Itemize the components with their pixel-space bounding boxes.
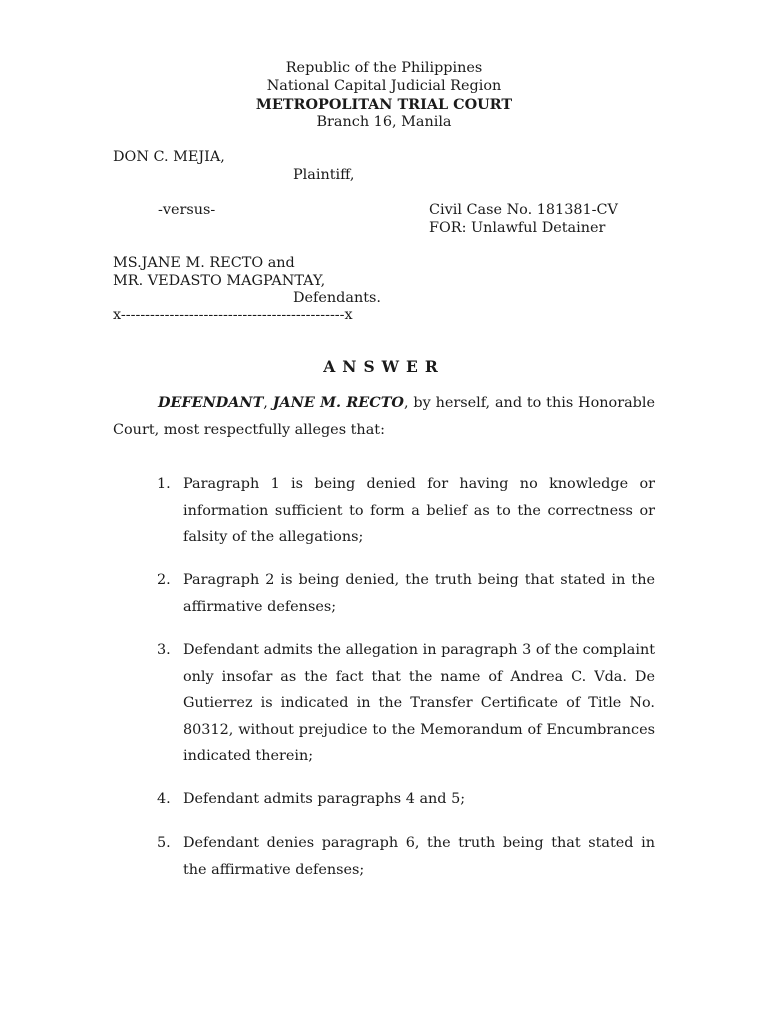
defendant-role: Defendants.	[293, 290, 381, 306]
item-text: Paragraph 2 is being denied, the truth being that stated in the affirmative defenses;	[183, 572, 655, 615]
item-number: 1.	[157, 476, 171, 492]
item-number: 3.	[157, 642, 171, 658]
intro-comma: ,	[263, 395, 273, 411]
intro-prefix: DEFENDANT	[158, 394, 264, 411]
item-number: 2.	[157, 572, 171, 588]
intro-paragraph	[113, 390, 655, 443]
defendant-2: MR. VEDASTO MAGPANTAY,	[113, 273, 326, 289]
versus-label: -versus-	[158, 202, 216, 218]
header-court: METROPOLITAN TRIAL COURT	[255, 96, 513, 113]
item-text: Defendant admits paragraphs 4 and 5;	[183, 791, 466, 807]
item-text: Defendant denies paragraph 6, the truth being that stated in the affirmative defenses;	[183, 835, 655, 878]
plaintiff-name: DON C. MEJIA,	[113, 149, 225, 165]
item-number: 4.	[157, 791, 171, 807]
case-nature: FOR: Unlawful Detainer	[429, 220, 606, 236]
item-text: Paragraph 1 is being denied for having no knowledge or information sufficient to form a belief as to the correctness or falsity of the allegations;	[183, 476, 655, 545]
header-region: National Capital Judicial Region	[266, 78, 502, 94]
item-text: Defendant admits the allegation in paragraph 3 of the complaint only insofar as the fact that the name of Andrea C. Vda. De Gutierrez is indicated in the Transfer Certificate of Title No. 80312, without prejudice to the Memorandum of Encumbrances indicated therein;	[183, 642, 655, 764]
plaintiff-role: Plaintiff,	[293, 167, 355, 183]
defendant-1: MS.JANE M. RECTO and	[113, 255, 295, 271]
header-branch: Branch 16, Manila	[316, 114, 452, 130]
intro-defendant-name: JANE M. RECTO	[272, 394, 404, 411]
caption-separator: x----------------------------------------------x	[113, 307, 353, 323]
item-number: 5.	[157, 835, 171, 851]
intro-text: , by herself, and to this Honorable Court, most respectfully alleges that:	[113, 395, 655, 438]
document-title: ANSWER	[323, 357, 445, 376]
case-number: Civil Case No. 181381-CV	[429, 202, 618, 218]
header-republic: Republic of the Philippines	[285, 60, 483, 76]
